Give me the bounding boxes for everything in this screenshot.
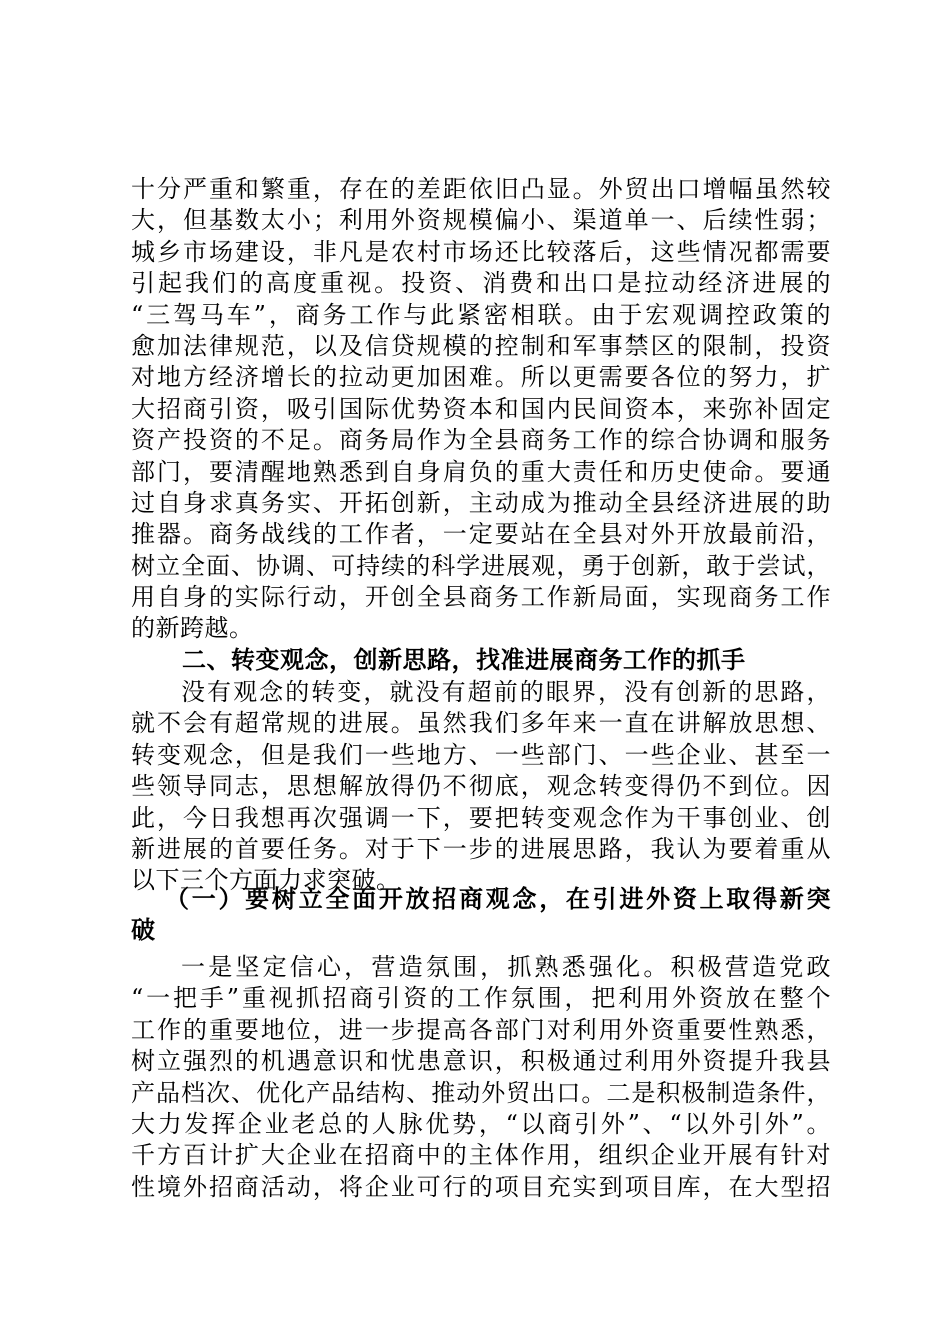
text-line: 性境外招商活动，将企业可行的项目充实到项目库，在大型招: [131, 1172, 831, 1201]
text-line: 没有观念的转变，就没有超前的眼界，没有创新的思路，: [181, 678, 831, 706]
paragraph-2: [131, 677, 831, 897]
text-line: 对地方经济增长的拉动更加困难。所以更需要各位的努力，扩: [131, 363, 831, 392]
text-line: 树立全面、协调、可持续的科学进展观，勇于创新，敢于尝试，: [131, 551, 831, 580]
text-line: 千方百计扩大企业在招商中的主体作用，组织企业开展有针对: [131, 1141, 831, 1170]
text-line: 此，今日我想再次强调一下，要把转变观念作为干事创业、创: [131, 803, 831, 832]
text-line: 引起我们的高度重视。投资、消费和出口是拉动经济进展的: [131, 269, 831, 298]
text-line: 部门，要清醒地熟悉到自身肩负的重大责任和历史使命。要通: [131, 457, 831, 486]
text-line: 大招商引资，吸引国际优势资本和国内民间资本，来弥补固定: [131, 394, 831, 423]
subsection-heading-text: 破: [131, 916, 156, 945]
text-line: 大，但基数太小；利用外资规模偏小、渠道单一、后续性弱；: [131, 206, 831, 235]
text-line: 树立强烈的机遇意识和忧患意识，积极通过利用外资提升我县: [131, 1047, 831, 1076]
subsection-heading-text: （一）要树立全面开放招商观念，在引进外资上取得新突: [165, 885, 831, 913]
text-line: 工作的重要地位，进一步提高各部门对利用外资重要性熟悉，: [131, 1015, 831, 1044]
text-line: 些领导同志，思想解放得仍不彻底，观念转变得仍不到位。因: [131, 772, 831, 801]
text-line: 就不会有超常规的进展。虽然我们多年来一直在讲解放思想、: [131, 709, 831, 738]
text-line: 以下三个方面力求突破。: [131, 866, 401, 895]
text-line: 的新跨越。: [131, 614, 254, 643]
text-line: 愈加法律规范，以及信贷规模的控制和军事禁区的限制，投资: [131, 331, 831, 360]
text-line: 用自身的实际行动，开创全县商务工作新局面，实现商务工作: [131, 583, 831, 612]
section-heading-text: 二、转变观念，创新思路，找准进展商务工作的抓手: [182, 646, 746, 674]
text-line: 转变观念，但是我们一些地方、一些部门、一些企业、甚至一: [131, 740, 831, 769]
text-line: 城乡市场建设，非凡是农村市场还比较落后，这些情况都需要: [131, 237, 831, 266]
paragraph-1: [131, 174, 831, 645]
text-line: 一是坚定信心，营造氛围，抓熟悉强化。积极营造党政: [181, 953, 831, 981]
text-line: 十分严重和繁重，存在的差距依旧凸显。外贸出口增幅虽然较: [131, 175, 831, 203]
text-line: “一把手”重视抓招商引资的工作氛围，把利用外资放在整个: [131, 984, 831, 1013]
section-heading: [182, 645, 831, 676]
text-line: 推器。商务战线的工作者，一定要站在全县对外开放最前沿，: [131, 520, 831, 549]
text-line: 产品档次、优化产品结构、推动外贸出口。二是积极制造条件，: [131, 1078, 831, 1107]
text-line: 资产投资的不足。商务局作为全县商务工作的综合协调和服务: [131, 426, 831, 455]
text-line: 过自身求真务实、开拓创新，主动成为推动全县经济进展的助: [131, 488, 831, 517]
subsection-heading: [131, 884, 831, 947]
text-line: 新进展的首要任务。对于下一步的进展思路，我认为要着重从: [131, 834, 831, 863]
paragraph-3: [131, 952, 831, 1203]
text-line: 大力发挥企业老总的人脉优势，“以商引外”、“以外引外”。: [131, 1109, 831, 1138]
text-line: “三驾马车”，商务工作与此紧密相联。由于宏观调控政策的: [131, 300, 831, 329]
